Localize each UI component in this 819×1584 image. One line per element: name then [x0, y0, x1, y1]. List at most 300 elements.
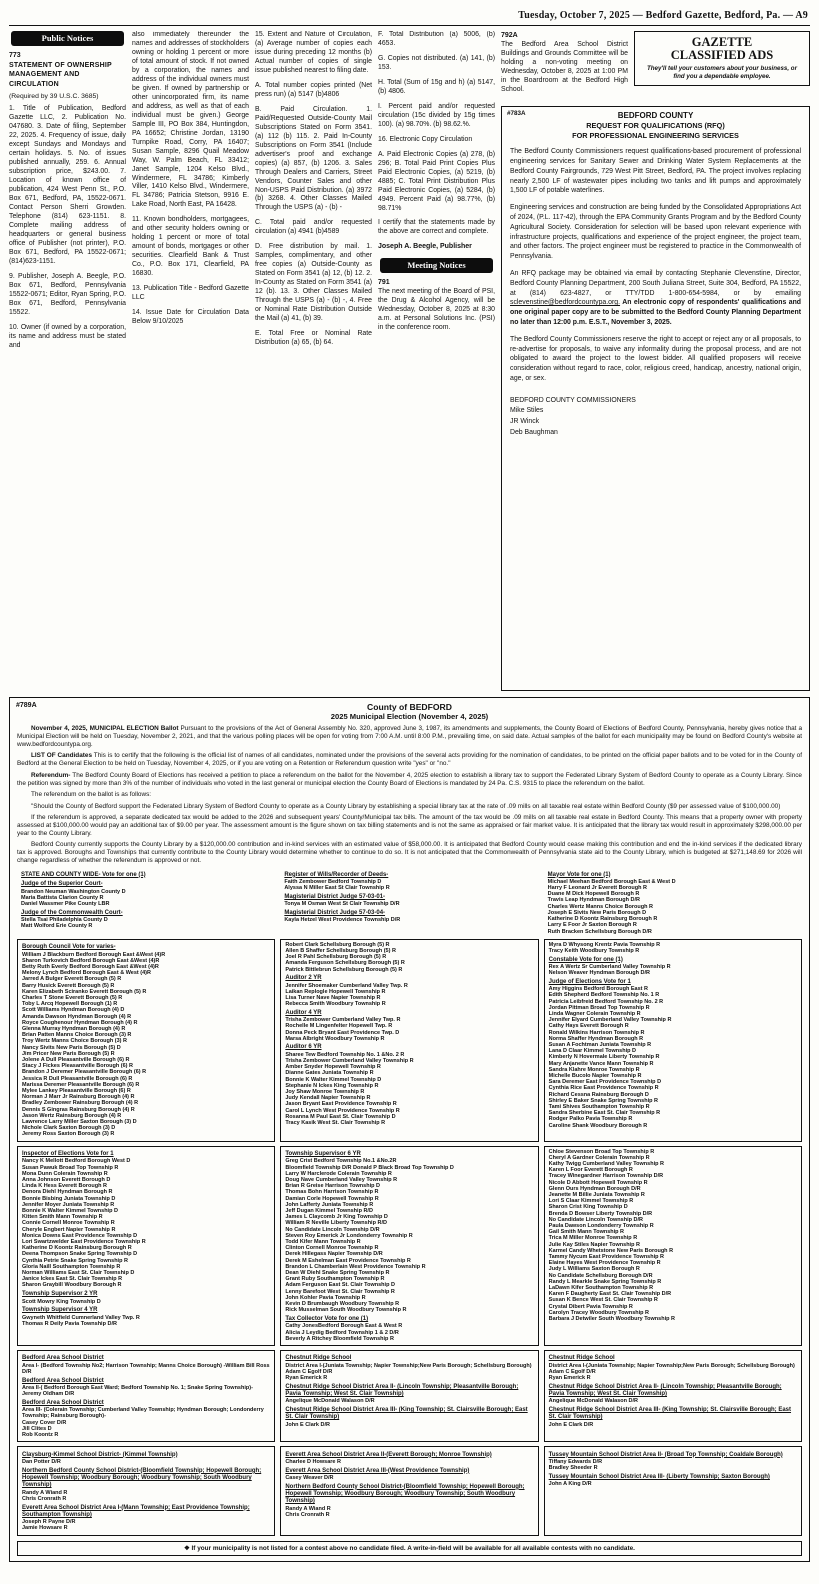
contest-title: Bedford Area School District: [22, 1377, 104, 1384]
candidate-line: Sandra Sherbine East St. Clair Township R: [548, 1110, 661, 1117]
candidate-line: Richard Cessna Rainsburg Borough D: [548, 1091, 649, 1098]
candidate-line: Nancy Sivits New Paris Borough (5) D: [22, 1044, 121, 1051]
inspector-of-elections-cell: [17, 1146, 275, 1346]
candidate-line: Alicia J Leydig Bedford Township 1 & 2 D/R: [285, 1329, 399, 1336]
bedford-area-school-district-cell: [17, 1350, 275, 1442]
candidate-line: Doug Nave Cumberland Valley Township R: [285, 1177, 398, 1184]
candidate-line: Casey Weaver D/R: [285, 1475, 334, 1482]
candidate-line: Adam Ferguson East St. Clair Township D: [285, 1282, 395, 1289]
candidate-line: Derek M Eshelman East Providence Township R: [285, 1257, 411, 1264]
candidate-line: Jordan Pittman Broad Top Township R: [548, 1004, 650, 1011]
rfq-title: FOR PROFESSIONAL ENGINEERING SERVICES: [572, 130, 739, 140]
candidate-line: William J Blackburn Bedford Borough East &West (4)R: [22, 951, 166, 958]
contest-title: Chestnut Ridge School: [285, 1355, 352, 1362]
candidate-line: Laikan Replogle Hopewell Township R: [285, 988, 386, 995]
candidate-line: Barbara J Detwiler South Woodbury Township R: [548, 1316, 675, 1323]
candidate-line: LaDawn Kifer Southampton Township R: [548, 1285, 654, 1292]
ownership-col1-paragraphs: [9, 105, 126, 350]
candidate-line: Troy Wertz Manns Choice Borough (3) R: [22, 1038, 128, 1045]
chestnut-ridge-school-district-cell: [280, 1350, 538, 1442]
candidate-line: Jamie Howsare R: [22, 1525, 68, 1532]
candidate-line: Bradley Sheeder R: [548, 1465, 598, 1472]
candidate-line: Norman Williams East St. Clair Township D: [22, 1270, 135, 1277]
candidate-line: Marissa Deremer Pleasantville Borough (6) R: [22, 1081, 140, 1088]
notice-paragraph: A. Total number copies printed (Net press run) (a) 5147 (b)4806: [255, 81, 372, 98]
candidate-line: Cathy JonesBedford Borough East & West R: [285, 1323, 403, 1330]
candidate-line: Kitten Smith Mann Township R: [22, 1214, 103, 1221]
candidate-line: Sharon Graybill Woodbury Borough R: [22, 1282, 122, 1289]
contest-title: Everett Area School District Area III-(West Providence Township): [285, 1467, 470, 1474]
contest-title: Tussey Mountain School District Area II- (Broad Top Township; Coaldale Borough): [548, 1451, 783, 1458]
paragraph-lead: LIST OF Candidates: [31, 752, 92, 760]
candidate-line: Shirley E Baker Snake Spring Township R: [548, 1097, 658, 1104]
candidate-line: Scott Williams Hyndman Borough (4) D: [22, 1007, 125, 1014]
contest-title: Auditor 2 YR: [285, 975, 322, 982]
notice-number: #789A: [16, 702, 37, 709]
rfq-paragraph-bold: An electronic copy of respondents' qualifications and one original paper copy are to be submitted to the Bedford County Planning Department no later than 12:00 p.m. E.S.T., November 3, 2025.: [510, 299, 801, 326]
candidate-line: Patrick Bittlebrun Schellsburg Borough (5) R: [285, 966, 403, 973]
classified-house-ad: [634, 31, 810, 86]
candidate-line: Judy Kendall Napier Township R: [285, 1095, 371, 1102]
candidate-line: Jessica R Dull Pleasantville Borough (6) R: [22, 1075, 133, 1082]
candidate-line: Ryan Emerick R: [285, 1375, 328, 1382]
public-notices-header: Public Notices: [11, 31, 124, 46]
constable-judge-of-elections-cell: [544, 939, 802, 1142]
election-subtitle: 2025 Municipal Election (November 4, 2025): [330, 712, 489, 721]
candidate-line: Caroline Shank Woodbury Borough R: [548, 1122, 648, 1129]
contest-title: Auditor 4 YR: [285, 1009, 322, 1016]
candidate-line: Amber Snyder Hopewell Township R: [285, 1064, 381, 1071]
candidate-line: Karen Elizabeth Sciranko Everett Borough (5) R: [22, 988, 147, 995]
candidate-line: Stephanie N Ickes King Township R: [285, 1082, 379, 1089]
candidate-line: Tracey Winegardner Harrison Township D/R: [548, 1173, 664, 1180]
contest-title: Tussey Mountain School District Area III- (Liberty Township; Saxton Borough): [548, 1473, 770, 1480]
notice-paragraph: E. Total Free or Nominal Rate Distribution (a) 65, (b) 64.: [255, 330, 372, 347]
contest-row-inspectors-supervisors: [17, 1146, 802, 1346]
election-paragraph: [17, 841, 802, 865]
candidate-line: Cynthia Petrie Snake Spring Township R: [22, 1257, 128, 1264]
candidate-line: Paula Dawson Londonderry Township R: [548, 1223, 654, 1230]
candidate-line: Dennis S Gingras Rainsburg Borough (4) R: [22, 1106, 135, 1113]
candidate-line: Mylee Lankey Pleasantville Borough (6) R: [22, 1087, 131, 1094]
contest-title: Mayor Vote for one (1): [547, 871, 611, 878]
candidate-line: Charlee D Howsare R: [285, 1459, 341, 1465]
candidate-line: Tammy Nycum East Providence Township R: [548, 1254, 664, 1261]
candidate-line: Trisha Zembower Cumberland Valley Twp. R: [285, 1017, 401, 1024]
candidate-line: Brandon Neuman Washington County D: [21, 888, 126, 895]
candidate-line: Jeremy Ross Saxton Borough (3) R: [22, 1131, 115, 1138]
candidate-line: Bonnie K Walter Kimmel Township D: [285, 1076, 382, 1083]
candidate-line: Katherine D Koontz Rainsburg Borough R: [547, 916, 658, 923]
candidate-line: Jim Pricer New Paris Borough (5) R: [22, 1050, 115, 1057]
candidate-line: No Candidate Schellsburg Borough D/R: [548, 1272, 653, 1279]
paragraph-text: "Should the County of Bedford support the Federated Library System of Bedford County to operate as a County Library by establishing a special library tax at the rate of .09 mills on all taxable real estate within Bedford County ($9 per assessed value of $100,000.00): [31, 802, 781, 810]
contest-title: Everett Area School District Area II-(Everett Borough; Monroe Township): [285, 1451, 492, 1458]
candidate-line: Amy Higgins Bedford Borough East R: [548, 986, 648, 993]
candidate-line: Daniel Wassmer Pike County LBR: [21, 901, 110, 908]
candidate-line: Sharon Crist King Township D: [548, 1204, 628, 1211]
candidate-line: Bonnie Bisbing Juniata Township D: [22, 1195, 116, 1202]
notice-number: 773: [9, 52, 21, 59]
publisher-signature: Joseph A. Beegle, Publisher: [378, 243, 472, 251]
candidate-line: Deena Thompson Snake Spring Township D: [22, 1251, 138, 1258]
county-row-offices-cell: [280, 869, 538, 935]
notice-number: 791: [378, 279, 390, 287]
candidate-line: Tiffany Edwards D/R: [548, 1459, 603, 1465]
candidate-line: Sandra Klahre Monroe Township R: [548, 1066, 640, 1073]
candidate-line: Dianne Gates Juniata Township R: [285, 1070, 374, 1077]
candidate-line: Katherine D Koontz Rainsburg Borough R: [22, 1245, 132, 1252]
notice-paragraph: 1. Title of Publication, Bedford Gazette LLC, 2. Publication No. 047680. 3. Date of filing, September 22, 2025. 4. Frequency of issue, daily except Sundays and Mondays and certain holidays. 5. No. of issues published annually, 259. 6. Annual subscription price, $243.00. 7. Location of known office of publication, 424 West Penn St., P.O. Box 671, Bedford, PA, 15522-0671. Contact Person Sherri Growden. Telephone (814) 623-1151. 8. Complete mailing address of headquarters or general business office of Publisher (not printer), P.O. Box 671, Bedford, PA 15522-0671; (814)623-1151.: [9, 105, 126, 265]
candidate-line: Rick Musselman South Woodbury Township R: [285, 1307, 407, 1314]
rfq-paragraph: The Bedford County Commissioners reserve the right to accept or reject any or all proposals, to re-advertise for proposals, to waive any informality during the proposal process, and are not obligated to award the project to the lowest bidder. All qualified proposers will receive consideration without regard to race, color, religious creed, handicap, ancestry, national origin, age, or sex.: [510, 335, 801, 382]
candidate-line: Steven Roy Emerick Jr Londonderry Township R: [285, 1232, 413, 1239]
candidate-line: Brian R Greise Harrison Township D: [285, 1183, 380, 1190]
candidate-line: District Area I-(Juniata Township; Napier Township;New Paris Borough; Schellsburg Borough): [548, 1362, 795, 1369]
notice-paragraph: 10. Owner (if owned by a corporation, its name and address must be stated and: [9, 323, 126, 349]
candidate-line: Cheryl A Gardner Colerain Township R: [548, 1154, 650, 1161]
rfq-paragraph: Engineering services and construction are being funded by the Consolidated Appropriations Act of 2024, (P.L. 117-42), through the EPA Community Grants Program and by the Bedford County Agricultural Society. Consideration for selection will be based upon relevant experience with infrastructure projects, qualifications and experience of the project engineer, the project team, and other factors. The project engineer must be registered to practice in the Commonwealth of Pennsylvania.: [510, 204, 801, 261]
contest-title: Borough Council Vote for varies-: [22, 944, 116, 951]
candidate-line: Joy Shaw Monroe Township R: [285, 1089, 365, 1095]
page-dateline: Tuesday, October 7, 2025 — Bedford Gazette, Bedford, Pa. — A9: [9, 8, 810, 26]
contest-title: Township Supervisor 2 YR: [22, 1291, 98, 1298]
notice-paragraph: 14. Issue Date for Circulation Data Below 9/10/2025: [132, 309, 249, 326]
candidate-line: Mona Dunn Colerain Township R: [22, 1170, 108, 1177]
candidate-line: Rosanna M Paul East St. Clair Township D: [285, 1113, 396, 1120]
election-title: County of BEDFORD: [367, 702, 452, 712]
election-paragraph: [17, 752, 802, 768]
statewide-judges-cell: [17, 869, 275, 935]
classified-ad-title: CLASSIFIED ADS: [670, 47, 774, 62]
contest-row-school-districts-2: [17, 1446, 802, 1535]
candidate-line: Sharon Turkovich Bedford Borough East &West (4)R: [22, 957, 160, 964]
candidate-line: Nicole D Abbott Hopewell Township R: [548, 1179, 648, 1186]
contest-title: Chestnut Ridge School District Area III- (King Township; St. Clairsville Borough; East St. Clair Township): [548, 1407, 792, 1421]
candidate-line: Larry W Harclerode Colerain Township R: [285, 1170, 392, 1177]
contest-title: Tax Collector Vote for one (1): [285, 1316, 369, 1322]
notice-paragraph: C. Total paid and/or requested circulation (a) 4941 (b)4589: [255, 219, 372, 236]
candidate-line: Elaine Hayes West Providence Township R: [548, 1260, 661, 1267]
candidate-line: Derek Hillegass Napier Township D/R: [285, 1251, 383, 1258]
chestnut-ridge-school-district-cell-2: [544, 1350, 802, 1442]
contest-title: Bedford Area School District: [22, 1355, 104, 1362]
candidate-line: Royce Coughenour Hyndman Borough (4) R: [22, 1019, 138, 1026]
contest-title: Register of Wills/Recorder of Deeds-: [284, 871, 389, 878]
rfq-paragraph: The Bedford County Commissioners request qualifications-based procurement of professional engineering services for Sanitary Sewer and Drinking Water System Replacements at the Bedford County Fairgrounds, 729 West Pitt Street, Bedford, PA. The project involves replacing nearly 2,500 LF of wastewater pipes including two tanks and lift pumps and approximately 1,500 LF of potable waterlines.: [510, 148, 801, 195]
candidate-line: Charles Wertz Manns Choice Borough R: [547, 903, 653, 910]
candidate-line: Jennifer Moyer Juniata Township R: [22, 1201, 115, 1208]
contest-title: Judge of the Superior Court-: [21, 881, 103, 888]
contest-title: Inspector of Elections Vote for 1: [22, 1151, 114, 1158]
candidate-line: Angelique McDonald Walason D/R: [285, 1398, 375, 1405]
ownership-column-2: [132, 31, 249, 691]
candidate-line: Randy L Mearkle Snake Spring Township R: [548, 1278, 662, 1285]
candidate-line: Glenn Ours Hyndman Borough D/R: [548, 1185, 641, 1192]
candidate-line: Larry E Foor Jr Saxton Borough R: [547, 922, 637, 929]
candidate-line: Lana D Claar Kimmel Township D: [548, 1048, 636, 1055]
candidate-line: Anna Johnson Everett Borough D: [22, 1177, 111, 1184]
candidate-line: Angelique McDonald Walason D/R: [548, 1398, 638, 1405]
candidate-line: Dan Potter D/R: [22, 1459, 61, 1465]
notice-paragraph: 13. Publication Title - Bedford Gazette LLC: [132, 285, 249, 302]
notice-paragraph: G. Copies not distributed. (a) 141, (b) 153.: [378, 54, 495, 71]
election-referendum-question: [17, 803, 802, 811]
candidate-line: Jason Bryant East Providence Township R: [285, 1101, 397, 1108]
candidate-line: Allen B Shaffer Schellsburg Borough (5) R: [285, 947, 396, 954]
candidate-line: Melony Lynch Bedford Borough East & West (4)R: [22, 970, 151, 977]
candidate-line: Bonnie K Walter Kimmel Township D: [22, 1208, 118, 1215]
contest-title: Magisterial District Judge 57-03-01-: [284, 893, 386, 900]
public-notices-section: [9, 26, 810, 691]
candidate-line: Tami Shives Southampton Township R: [548, 1104, 650, 1110]
candidate-line: Jeanette M Billie Juniata Township R: [548, 1192, 645, 1199]
candidate-line: No Candidate Lincoln Township D/R: [285, 1226, 380, 1233]
rfq-contact-email: sclevenstine@bedfordcountypa.org.: [510, 299, 621, 307]
candidate-line: Linda K Hess Everett Borough R: [22, 1183, 107, 1190]
candidate-line: Lori Swartzwelder East Providence Township R: [22, 1239, 146, 1246]
election-paragraph: [17, 814, 802, 838]
candidate-line: Kevin D Brumbaugh Woodbury Township R: [285, 1301, 400, 1308]
candidate-line: Mary Anjanette Vance Mann Township R: [548, 1060, 654, 1067]
candidate-line: Lisa Turner Nave Napier Township R: [285, 994, 381, 1001]
contest-title: Bedford Area School District: [22, 1399, 104, 1406]
candidate-line: Monica Downs East Providence Township D: [22, 1232, 138, 1239]
candidate-line: Todd Kifer Mann Township R: [285, 1239, 361, 1246]
candidate-line: Julie Kay Stiles Napier Township R: [548, 1241, 640, 1248]
candidate-line: Area III- (Colerain Township; Cumberland Valley Township; Hyndman Borough; Londonderry Township; Rainsburg Borough)-: [22, 1407, 264, 1420]
candidate-line: Jill Clites D: [22, 1425, 52, 1432]
candidate-line: Kimberly N Hovermale Liberty Township R: [548, 1054, 660, 1061]
mayor-cell: [544, 869, 802, 935]
election-paragraph: [17, 725, 802, 749]
candidate-line: Susan Pawuk Broad Top Township R: [22, 1164, 119, 1171]
candidate-line: Area I- (Bedford Township No2; Harrison Township; Manns Choice Borough) -William Bill Ross D/R: [22, 1362, 270, 1375]
candidate-line: Rochelle M Lingenfelter Hopewell Twp. R: [285, 1023, 393, 1030]
rfq-signoff: BEDFORD COUNTY COMMISSIONERS: [510, 396, 636, 404]
candidate-line: Norman J Marr Jr Rainsburg Borough (4) R: [22, 1094, 135, 1101]
candidate-line: Ruth Bracken Schellsburg Borough D/R: [547, 928, 652, 935]
contest-title: Township Supervisor 4 YR: [22, 1307, 98, 1314]
contest-title: Constable Vote for one (1): [548, 956, 623, 963]
candidate-line: Denora Diehl Hyndman Borough R: [22, 1189, 113, 1196]
candidate-line: Damian Corle Hopewell Township R: [285, 1195, 379, 1202]
candidate-line: Harry F Leonard Jr Everett Borough R: [547, 885, 647, 892]
ownership-column-1: [9, 31, 126, 691]
candidate-line: Maria Battista Clarion County R: [21, 894, 104, 901]
candidate-line: Bloomfield Township D/R Donald P Black Broad Top Township D: [285, 1164, 454, 1171]
candidate-line: Randy A Wiand R: [285, 1505, 331, 1512]
candidate-line: Susan K Bence West St. Clair Township R: [548, 1297, 658, 1304]
paragraph-lead: November 4, 2025, MUNICIPAL ELECTION Ballot: [31, 725, 179, 732]
auditors-cell: [280, 939, 538, 1142]
notice-paragraph: A. Paid Electronic Copies (a) 278, (b) 296; B. Total Paid Print Copies Plus Paid Electronic Copies, (a) 5219, (b) 4885; C. Total Print Distribution Plus Paid Electronic Copies, (a) 5284, (b) 4949. Percent Paid (a) 98.77%, (b) 98.71%: [378, 150, 495, 212]
candidate-line: Jennifer Elyard Cumberland Valley Township R: [548, 1017, 672, 1024]
candidate-line: Bradley Zembower Rainsburg Borough (4) R: [22, 1100, 139, 1107]
paragraph-text: Pursuant to the provisions of the Act of General Assembly No. 320, approved June 3, 1987, its amendments and supplements, the County Board of Elections of Bedford County, Pennsylvania, hereby gives notice that a Municipal Election will be held on Tuesday, November 2, 2021, and that the various polling places will be open for voting from 7:00 A.M. until 8:00 P.M., prevailing time, on said date. Actual samples of the ballot for each municipality may be found on Bedford County's website at www.bedfordcountypa.org.: [17, 725, 802, 748]
candidate-line: Adam C Egolf D/R: [285, 1368, 333, 1375]
candidate-line: Stacy J Fickes Pleasantville Borough (6) R: [22, 1063, 133, 1070]
candidate-line: Jolene A Dull Pleasantville Borough (6) R: [22, 1056, 130, 1063]
candidate-line: Crystal Dibert Pavia Township R: [548, 1303, 633, 1310]
contest-title: Judge of the Commonwealth Court-: [21, 909, 123, 916]
contest-title: Auditor 6 YR: [285, 1044, 322, 1051]
candidate-line: Chris Cronrath R: [285, 1511, 330, 1518]
contest-title: Chestnut Ridge School District Area II- (Lincoln Township; Pleasantville Borough; Pavia Township; West St. Clair Township): [285, 1383, 519, 1398]
rfq-title: BEDFORD COUNTY: [617, 110, 694, 120]
candidate-line: Gwyneth Whitfield Cumnerland Valley Twp. R: [22, 1314, 140, 1321]
notice-paragraph: 11. Known bondholders, mortgagees, and other security holders owning or holding 1 percent or more of total amount of bonds, mortgages or other securities. Clearfield Bank & Trust Co., P.O. Box 171, Clearfield, PA 16830.: [132, 216, 249, 278]
candidate-line: Gail Smith Mann Township R: [548, 1229, 625, 1236]
contest-title: STATE AND COUNTY WIDE- Vote for one (1): [21, 871, 146, 878]
candidate-line: Rodger Palko Pavia Township R: [548, 1116, 633, 1123]
paragraph-text: Bedford County currently supports the County Library by a $120,000.00 contribution and in-kind services with an estimated value of $58,000.00. It is anticipated that Bedford County would cease making this contribution and end the in-kind services if the dedicated library tax is approved. Boroughs and Townships that currently contribute to the County Library would determine whether to continue to do so. It is not anticipated that the Commonwealth of Pennsylvania state aid to the County Library, which is budgeted at $271,148.69 for 2026 will change regardless of whether the referendum is approved or not.: [17, 841, 802, 865]
contest-title: Chestnut Ridge School District Area II- (Lincoln Township; Pleasantville Borough; Pavia Township; West St. Clair Township): [548, 1383, 782, 1398]
rfq-signature-list: [510, 406, 801, 438]
ownership-column-4: [378, 31, 495, 691]
candidate-line: District Area I-(Juniata Township; Napier Township;New Paris Borough; Schellsburg Borough): [285, 1362, 532, 1369]
candidate-line: Betty Ruth Everly Bedford Borough East &West (4)R: [22, 963, 159, 970]
candidate-line: Brenda D Bowser Liberty Township D/R: [548, 1210, 653, 1217]
candidate-line: Cheryle Engbert Napier Township R: [22, 1226, 116, 1233]
candidate-line: Karmel Candy Whetstone New Paris Borough R: [548, 1247, 674, 1254]
candidate-line: Jason Wertz Rainsburg Borough (4) R: [22, 1112, 122, 1119]
candidate-line: Brandon L Chamberlain West Providence Township R: [285, 1263, 426, 1270]
paragraph-text: This is to certify that the following is the official list of names of all candidates, nominated under the provisions of the several acts providing for the nomination of candidates, to be printed on the official paper ballots and to be voted for in the County of Bedford at the General Election to be held on Tuesday, November 4, 2025, or if you are voting on a Retention or Referendum question write "yes" or "no.": [17, 752, 802, 768]
paragraph-lead: Referendum-: [31, 771, 71, 779]
notice-number: #783A: [507, 109, 526, 117]
school-board-notice: [501, 31, 628, 101]
candidate-line: Rex A Wertz Sr Cumberland Valley Township R: [548, 963, 671, 970]
borough-council-cell: [17, 939, 275, 1142]
candidate-line: Randy A Wiand R: [22, 1489, 68, 1496]
candidate-line: Clinton Cornell Monroe Township R: [285, 1245, 379, 1252]
rfq-signatures: [510, 396, 801, 439]
meeting-notices-header: Meeting Notices: [380, 258, 493, 273]
candidate-line: Chris Cronrath R: [22, 1495, 67, 1502]
right-notices-column: [501, 31, 810, 691]
candidate-line: Kathy Twigg Cumberland Valley Township R: [548, 1161, 664, 1168]
candidate-line: Joseph R Payne D/R: [22, 1519, 76, 1526]
candidate-line: Lawrence Larry Miller Saxton Borough (3) D: [22, 1119, 137, 1125]
candidate-line: Jarred A Bulger Everett Borough (5) R: [22, 976, 122, 983]
notice-paragraph: B. Paid Circulation. 1. Paid/Requested Outside-County Mail Subscriptions Stated on Form 3541. (a) 112 (b) 115. 2. Paid In-County Subscriptions on Form 3541 (Include advertiser's proof and exchange copies) (a) 857, (b) 1206. 3. Sales Through Dealers and Carriers, Street Vendors, Counter Sales and other Non-USPS Paid Distribution. (a) 3972 (b) 3268. 4. Other Classes Mailed Through the USPS (a) - (b) -: [255, 105, 372, 212]
notice-title: STATEMENT OF OWNERSHIP: [9, 62, 112, 69]
contest-title: Northern Bedford County School District-(Bloomfield Township; Hopewell Borough; Hopewell Township; Woodbury Borough; Woodbury Township; South Woodbury Township): [285, 1483, 525, 1505]
rfq-paragraph: [510, 269, 801, 328]
candidate-line: Trica M Miller Monroe Township R: [548, 1235, 638, 1242]
candidate-line: No Candidate Lincoln Township D/R: [548, 1216, 643, 1223]
notice-paragraph: also immediately thereunder the names and addresses of stockholders owning or holding 1 percent or more of total amount of stock. If not owned by a corporation, the names and address of the individual owners must be given. If owned by partnership or other unincorporated firm, its name and address, as well as that of each individual must be given.) George Sample III, PO Box 384, Huntingdon, PA 16652; Christine Jordan, 13190 Turnpike Road, Corry, PA 16407; Susan Sample, 8296 Quail Meadow Way, W. Palm Beach, FL 33412; Janet Sample, 1204 Kelso Blvd., Windermere, FL 34786; Kimberly Viller, 1410 Kelso Blvd., Windermere, FL 34786; Patricia Stetson, 9916 E. Lake Road, North East, PA 16428.: [132, 31, 249, 209]
candidate-line: Ryan Emerick R: [548, 1375, 591, 1382]
contest-row-school-districts-1: [17, 1350, 802, 1442]
candidate-line: Jennifer Shoemaker Cumberland Valley Twp. R: [285, 982, 408, 989]
notice-paragraph: H. Total (Sum of 15g and h) (a) 5147, (b) 4806.: [378, 78, 495, 95]
candidate-line: Karen F Daugherty East St. Clair Township D/R: [548, 1291, 672, 1298]
candidate-line: William R Neville Liberty Township R/D: [285, 1220, 387, 1227]
contest-title: Chestnut Ridge School District Area III- (King Township; St. Clairsville Borough; East St. Clair Township): [285, 1407, 528, 1421]
candidate-line: Susan A Fochtman Juniata Township R: [548, 1041, 652, 1048]
candidate-line: Beverly A Ritchey Bloomfield Township R: [285, 1335, 394, 1342]
paragraph-text: The referendum on the ballot is as follows:: [31, 791, 152, 799]
candidate-line: Barry Husick Everett Borough (5) R: [22, 982, 115, 989]
candidate-line: Michelle Bucolo Napier Township R: [548, 1072, 642, 1079]
candidate-line: Donna Peck Bryant East Providence Twp. D: [285, 1029, 400, 1036]
notice-number: 792A: [501, 32, 518, 39]
candidate-line: Thomas R Deily Pavia Township D/R: [22, 1320, 117, 1327]
candidate-line: Linda Wagner Colerain Township R: [548, 1010, 641, 1017]
paragraph-text: The Bedford County Board of Elections has received a petition to place a referendum on the ballot for the November 4, 2025 election to establish a library tax to support the Federated Library System of Bedford County to operate as a County Library. Since the petition was signed by more than 3% of the number of individuals who voted in the last general or municipal election the County Board of Elections is mandated by 24 Pa. C.S. 9315 to place the referendum on the ballot.: [17, 771, 802, 787]
candidate-line: Nelson Weaver Hyndman Borough D/R: [548, 970, 651, 977]
candidate-line: John A King D/R: [548, 1481, 592, 1488]
candidate-line: Tonya M Osman West St Clair Township D/R: [284, 901, 400, 908]
contest-title: Everett Area School District Area I-(Mann Township; East Providence Township; Southampton Township): [22, 1504, 250, 1518]
candidate-line: Cathy Hays Everett Borough R: [548, 1023, 629, 1030]
candidate-line: Jeff Dugan Kimmel Township R/D: [285, 1208, 373, 1215]
candidate-line: Joel R Pahl Schellsburg Borough (5) R: [285, 954, 387, 961]
election-paragraph: [17, 791, 802, 799]
notice-paragraph: 9. Publisher, Joseph A. Beegle, P.O. Box 671, Bedford, Pennsylvania 15522-0671; Editor, Ryan Spring, P.O. Box 671, Bedford, Pennsylvania 15522.: [9, 272, 126, 316]
candidate-line: Brian Patten Manns Choice Borough (3) R: [22, 1032, 132, 1039]
notice-paragraph: D. Free distribution by mail. 1. Samples, complimentary, and other free copies (a) Outside-County as Stated on Form 3541 (a) 12, (b) 12. 2. In-County as Stated on Form 3541 (a) 12 (b). 13. 3. Other Classes Mailed Through the USPS (a) - (b) -, 4. Free or Nominal Rate Distribution Outside the Mail (a) 41, (b) 39.: [255, 243, 372, 323]
candidate-line: Marsa Albright Woodbury Township R: [285, 1035, 385, 1042]
candidate-line: Tracy Keith Woodbury Township R: [548, 947, 640, 954]
rfq-title: REQUEST FOR QUALIFICATIONS (RFQ): [586, 121, 725, 131]
contest-title: Judge of Elections Vote for 1: [548, 978, 631, 985]
candidate-line: James L Claycomb Jr King Township D: [285, 1214, 388, 1221]
notice-title: MANAGEMENT AND CIRCULATION: [9, 71, 80, 88]
candidate-line: Patricia Leibfreid Bedford Township No. 2 R: [548, 998, 664, 1005]
candidate-line: Cynthia Rice East Providence Township R: [548, 1085, 659, 1092]
candidate-line: Myra D Whysong Krentz Pavia Township R: [548, 941, 661, 948]
everett-area-cell: [280, 1446, 538, 1535]
contest-row-statewide: [17, 869, 802, 935]
commissioner-name: JR Winck: [510, 418, 540, 426]
candidate-line: Tracy Kasik West St. Clair Township R: [285, 1120, 386, 1127]
commissioner-name: Mike Stiles: [510, 407, 544, 415]
paragraph-text: If the referendum is approved, a separate dedicated tax would be added to the 2026 and subsequent years' County/Municipal tax bills. The amount of the tax would be .09 mills on all taxable real estate in Bedford County. This means that a property owner with property assessed at $100,000.00 would pay an additional tax of $9.00 per year. The assessment amount is the figure shown on tax billing statements and is not the same as appraised or fair market value. It is anticipated that the library tax would result in approximately $298,000.00 per year to the County Library.: [17, 813, 802, 837]
ownership-col4-paragraphs: [378, 31, 495, 237]
contest-title: Magisterial District Judge 57-03-04-: [284, 909, 386, 916]
candidate-line: Karen L Foor Everett Borough R: [548, 1167, 633, 1174]
candidate-line: John Lafferty Juniata Township R: [285, 1201, 374, 1208]
notice-paragraph: I. Percent paid and/or requested circulation (15c divided by 15g times 100). (a) 98.70%. (b) 98.62.%.: [378, 102, 495, 128]
candidate-line: Matt Wolford Erie County R: [21, 923, 93, 930]
candidate-line: Alyssa N Miller East St Clair Township R: [284, 885, 390, 892]
claysburg-kimmel-cell: [17, 1446, 275, 1535]
contest-title: Northern Bedford County School District-(Bloomfield Township; Hopewell Borough; Hopewell Township; Woodbury Borough; Woodbury Township; South Woodbury Township): [22, 1467, 262, 1489]
candidate-line: Adam C Egolf D/R: [548, 1368, 596, 1375]
municipal-election-notice: [9, 697, 810, 1562]
candidate-line: Grant Ruby Southampton Township R: [285, 1276, 385, 1283]
candidate-line: Casey Cover D/R: [22, 1419, 67, 1426]
rfq-paragraph-text: An RFQ package may be obtained via email by contacting Stephanie Clevenstine, Director, Bedford County Planning Department, 200 South Juliana Street, Suite 304, Bedford, PA 15522, at (814) 623-4827, or TTY/TDD 1-800-654-5984, or by emailing: [510, 269, 801, 297]
ownership-column-3: [255, 31, 372, 691]
candidate-line: Carol L Lynch West Providence Township R: [285, 1107, 400, 1114]
candidate-line: Robert Clark Schellsburg Borough (5) R: [285, 941, 390, 948]
candidate-line: Amanda Dawson Hyndman Borough (4) R: [22, 1013, 132, 1020]
candidate-line: Sharee Tew Bedford Township No. 1 &No. 2 R: [285, 1051, 405, 1058]
candidate-line: Rebecca Smith Woodbury Township R: [285, 1001, 386, 1008]
candidate-line: Trisha Zembower Cumberland Valley Township R: [285, 1057, 414, 1064]
candidate-line: Chloe Stevenson Broad Top Township R: [548, 1148, 655, 1155]
candidate-line: Rob Koontz R: [22, 1431, 59, 1438]
candidate-line: Kayla Hetzel West Providence Township D/R: [284, 917, 401, 924]
notice-paragraph: F. Total Distribution (a) 5006, (b) 4653.: [378, 31, 495, 47]
candidate-line: Michael Meehan Bedford Borough East & West D: [547, 878, 676, 885]
tussey-mountain-cell: [544, 1446, 802, 1535]
candidate-line: John Kohler Pavia Township R: [285, 1294, 366, 1301]
